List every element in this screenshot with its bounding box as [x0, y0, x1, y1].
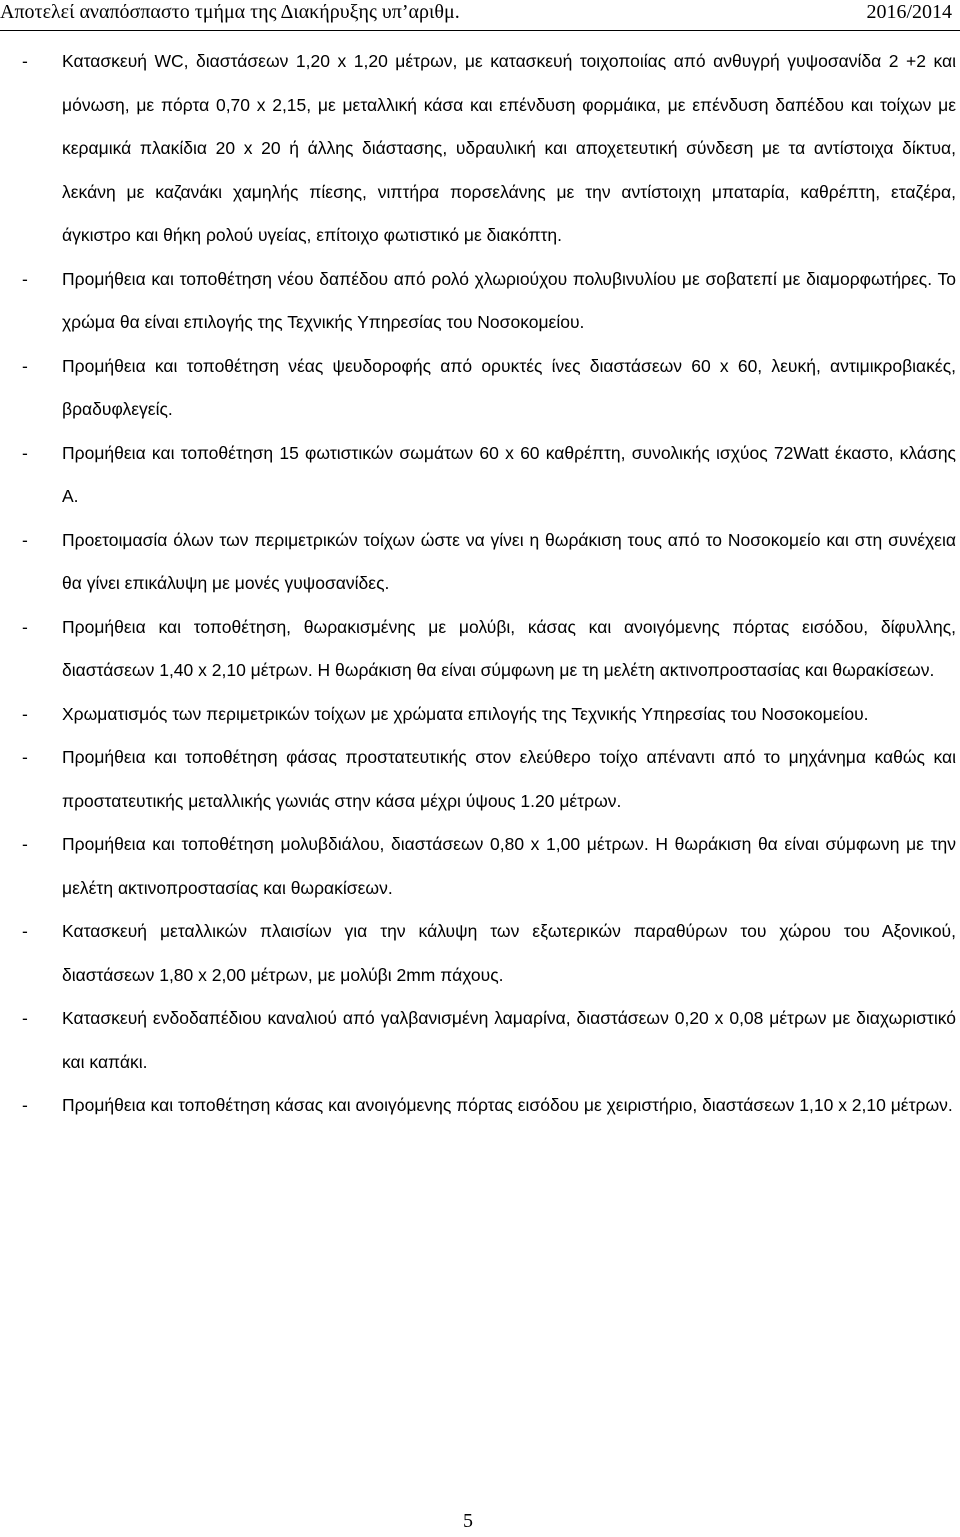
- list-item-text: Προμήθεια και τοποθέτηση κάσας και ανοιγόμενης πόρτας εισόδου με χειριστήριο, διαστάσεων 1,10 x 2,10 μέτρων.: [62, 1095, 953, 1115]
- list-item: [22, 997, 956, 1084]
- list-item: [22, 693, 956, 737]
- bullet-dash: -: [22, 616, 28, 637]
- list-item-text: Κατασκευή WC, διαστάσεων 1,20 x 1,20 μέτρων, με κατασκευή τοιχοποιίας από ανθυγρή γυψοσανίδα 2 +2 και μόνωση, με πόρτα 0,70 x 2,15, με μεταλλική κάσα και επένδυση φορμάικα, με επένδυση δαπέδου και τοίχων με κεραμικά πλακίδια 20 x 20 ή άλλης διάστασης, υδραυλική και αποχετευτική σύνδεση με τα αντίστοιχα δίκτυα, λεκάνη με καζανάκι χαμηλής πίεσης, νιπτήρα πορσελάνης με την αντίστοιχη μπαταρία, καθρέπτη, εταζέρα, άγκιστρο και θήκη ρολού υγείας, επίτοιχο φωτιστικό με διακόπτη.: [62, 51, 956, 245]
- list-item: [22, 40, 956, 258]
- list-item: [22, 736, 956, 823]
- list-item-text: Κατασκευή μεταλλικών πλαισίων για την κάλυψη των εξωτερικών παραθύρων του χώρου του Αξονικού, διαστάσεων 1,80 x 2,00 μέτρων, με μολύβι 2mm πάχους.: [62, 921, 956, 985]
- bullet-dash: -: [22, 834, 28, 854]
- list-item-text: Προμήθεια και τοποθέτηση φάσας προστατευτικής στον ελεύθερο τοίχο απέναντι από το μηχάνημα καθώς και προστατευτικής μεταλλικής γωνιάς στην κάσα μέχρι ύψους 1.20 μέτρων.: [62, 747, 956, 811]
- bullet-dash: -: [22, 355, 28, 376]
- header-right-text: 2016/2014: [866, 1, 952, 23]
- list-item: [22, 432, 956, 519]
- bullet-dash: -: [22, 703, 28, 724]
- bullet-dash: -: [22, 529, 28, 550]
- list-item: [22, 345, 956, 432]
- list-item-text: Προμήθεια και τοποθέτηση νέου δαπέδου από ρολό χλωριούχου πολυβινυλίου με σοβατεπί με διαμορφωτήρες. Το χρώμα θα είναι επιλογής της Τεχνικής Υπηρεσίας του Νοσοκομείου.: [62, 268, 956, 332]
- list-item-text: Χρωματισμός των περιμετρικών τοίχων με χρώματα επιλογής της Τεχνικής Υπηρεσίας του Νοσοκομείου.: [62, 703, 869, 724]
- list-item: [22, 519, 956, 606]
- page-header: [0, 0, 960, 31]
- list-item-text: Προμήθεια και τοποθέτηση μολυβδιάλου, διαστάσεων 0,80 x 1,00 μέτρων. Η θωράκιση θα είναι σύμφωνη με την μελέτη ακτινοπροστασίας και θωρακίσεων.: [62, 834, 956, 898]
- list-item: [22, 823, 956, 910]
- bullet-dash: -: [22, 1008, 28, 1028]
- bullet-dash: -: [22, 51, 28, 71]
- list-item-text: Προμήθεια και τοποθέτηση 15 φωτιστικών σωμάτων 60 x 60 καθρέπτη, συνολικής ισχύος 72Watt έκαστο, κλάσης Α.: [62, 442, 956, 506]
- bullet-dash: -: [22, 747, 28, 767]
- document-body: [22, 40, 956, 1128]
- list-item: [22, 1084, 956, 1128]
- list-item-text: Προμήθεια και τοποθέτηση νέας ψευδοροφής από ορυκτές ίνες διαστάσεων 60 x 60, λευκή, αντιμικροβιακές, βραδυφλεγείς.: [62, 355, 956, 419]
- bullet-dash: -: [22, 1095, 28, 1115]
- list-item-text: Προμήθεια και τοποθέτηση, θωρακισμένης με μολύβι, κάσας και ανοιγόμενης πόρτας εισόδου, δίφυλλης, διαστάσεων 1,40 x 2,10 μέτρων. Η θωράκιση θα είναι σύμφωνη με τη μελέτη ακτινοπροστασίας και θωρακίσεων.: [62, 616, 956, 680]
- list-item-text: Κατασκευή ενδοδαπέδιου καναλιού από γαλβανισμένη λαμαρίνα, διαστάσεων 0,20 x 0,08 μέτρων με διαχωριστικό και καπάκι.: [62, 1008, 956, 1072]
- bullet-dash: -: [22, 268, 28, 289]
- list-item: [22, 258, 956, 345]
- header-left-text: Αποτελεί αναπόσπαστο τμήμα της Διακήρυξης υπ’αριθμ.: [0, 1, 460, 23]
- bullet-dash: -: [22, 921, 28, 941]
- bullet-dash: -: [22, 442, 28, 463]
- list-item: [22, 910, 956, 997]
- list-item: [22, 606, 956, 693]
- page-number: 5: [463, 1510, 473, 1532]
- list-item-text: Προετοιμασία όλων των περιμετρικών τοίχων ώστε να γίνει η θωράκιση τους από το Νοσοκομείο και στη συνέχεια θα γίνει επικάλυψη με μονές γυψοσανίδες.: [62, 529, 956, 593]
